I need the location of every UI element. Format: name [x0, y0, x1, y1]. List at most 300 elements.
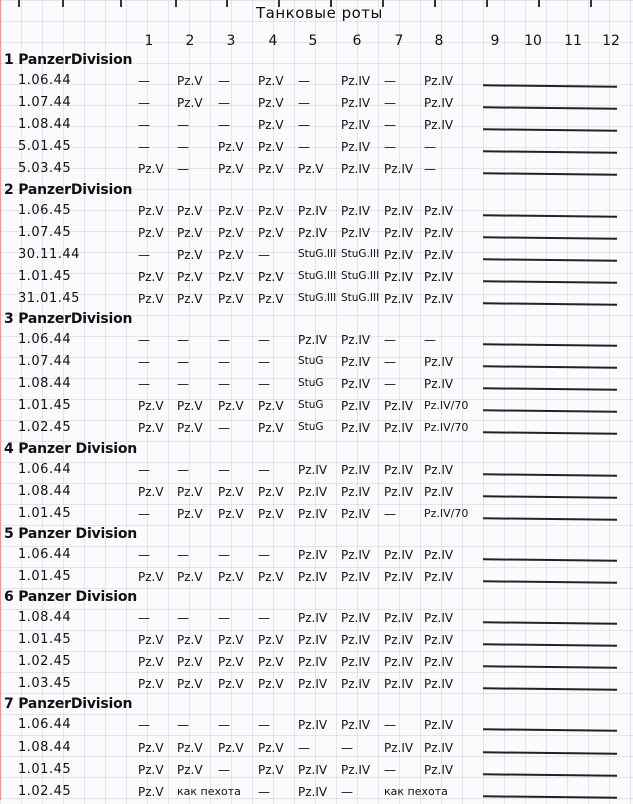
table-row: [0, 289, 633, 311]
company-cell: —: [138, 74, 150, 88]
company-cell: Pz.IV: [341, 611, 371, 625]
top-tick-mark: [62, 0, 64, 7]
table-row: [0, 159, 633, 181]
company-cell: Pz.IV: [298, 547, 328, 562]
company-cell: Pz.IV: [424, 484, 454, 499]
company-cell: Pz.IV: [424, 655, 454, 670]
company-cell: Pz.IV: [341, 377, 371, 392]
company-cell: Pz.V: [138, 421, 164, 436]
company-cell: Pz.V: [258, 569, 284, 584]
company-cell: Pz.V: [138, 269, 164, 284]
blank-columns-line: [483, 621, 617, 624]
company-cell: —: [218, 333, 230, 347]
company-cell: —: [138, 611, 150, 625]
company-cell: StuG: [298, 399, 324, 412]
blank-columns-line: [483, 558, 617, 561]
table-row: [0, 760, 633, 782]
company-cell: StuG.III: [341, 291, 380, 304]
row-date: 1.01.45: [18, 398, 72, 414]
table-row: [0, 396, 633, 418]
blank-columns-line: [483, 84, 617, 87]
company-cell: Pz.V: [218, 506, 244, 521]
row-date: 1.01.45: [18, 632, 72, 648]
row-date: 1.02.45: [18, 420, 72, 436]
company-cell: Pz.V: [218, 677, 244, 692]
company-cell: —: [138, 140, 150, 155]
company-cell: Pz.IV: [424, 96, 454, 111]
row-date: 30.11.44: [18, 246, 80, 262]
column-header: 11: [564, 33, 582, 49]
company-cell: Pz.IV: [384, 247, 414, 262]
company-cell: Pz.IV: [384, 399, 414, 414]
company-cell: Pz.IV/70: [424, 421, 469, 435]
company-cell: Pz.IV: [298, 633, 328, 648]
company-cell: Pz.IV: [384, 203, 414, 218]
company-cell: StuG.III: [341, 247, 380, 260]
row-date: 1.01.45: [18, 568, 72, 584]
company-cell: Pz.IV: [341, 162, 371, 177]
company-cell: Pz.V: [218, 740, 244, 755]
company-cell: Pz.IV: [384, 633, 414, 648]
table-row: [0, 782, 633, 804]
company-cell: Pz.V: [138, 225, 164, 240]
company-cell: —: [177, 118, 189, 133]
blank-columns-line: [483, 151, 617, 154]
company-cell: —: [218, 718, 230, 733]
table-row: [0, 352, 633, 374]
company-cell: Pz.V: [218, 484, 244, 499]
company-cell: Pz.IV: [384, 162, 414, 177]
company-cell: Pz.IV: [298, 225, 328, 240]
table-row: [0, 567, 633, 589]
company-cell: Pz.IV: [341, 484, 371, 499]
company-cell: Pz.V: [258, 762, 284, 777]
company-cell: Pz.V: [138, 762, 164, 777]
company-cell: StuG: [298, 355, 324, 368]
company-cell: —: [138, 718, 150, 733]
company-cell: Pz.IV: [424, 547, 454, 562]
company-cell: Pz.V: [218, 399, 244, 414]
company-cell: —: [258, 355, 270, 370]
company-cell: Pz.V: [218, 247, 244, 262]
top-tick-mark: [590, 0, 592, 7]
table-row: [0, 674, 633, 696]
blank-columns-line: [483, 751, 617, 754]
table-row: [0, 715, 633, 737]
company-cell: Pz.V: [258, 162, 284, 177]
company-cell: Pz.V: [258, 225, 284, 240]
company-cell: Pz.IV: [298, 569, 328, 584]
company-cell: Pz.V: [258, 399, 284, 414]
company-cell: Pz.IV: [384, 569, 414, 584]
company-cell: Pz.V: [177, 762, 203, 777]
row-date: 5.01.45: [18, 139, 72, 155]
blank-columns-line: [483, 258, 617, 261]
top-tick-mark: [175, 0, 177, 7]
company-cell: Pz.V: [177, 269, 203, 284]
company-cell: —: [177, 355, 189, 370]
company-cell: Pz.V: [138, 203, 164, 218]
company-cell: —: [424, 333, 436, 347]
company-cell: Pz.IV: [424, 762, 454, 777]
company-cell: Pz.V: [218, 203, 244, 218]
blank-columns-line: [483, 387, 617, 390]
company-cell: Pz.IV: [341, 140, 371, 155]
company-cell: Pz.IV: [424, 74, 454, 88]
company-cell: —: [384, 333, 396, 347]
column-header: 2: [185, 33, 195, 49]
company-cell: Pz.V: [218, 633, 244, 648]
company-cell: Pz.IV/70: [424, 506, 469, 520]
row-date: 1.01.45: [18, 505, 72, 521]
company-cell: Pz.V: [258, 633, 284, 648]
company-cell: Pz.V: [218, 225, 244, 240]
company-cell: —: [384, 96, 396, 111]
blank-columns-line: [483, 280, 617, 283]
company-cell: Pz.V: [138, 633, 164, 648]
company-cell: —: [258, 611, 270, 625]
company-cell: Pz.V: [138, 399, 164, 414]
company-cell: —: [341, 784, 353, 799]
company-cell: Pz.V: [218, 269, 244, 284]
company-cell: Pz.IV: [298, 484, 328, 499]
top-tick-mark: [120, 0, 122, 7]
company-cell: —: [218, 462, 230, 477]
company-cell: Pz.V: [258, 96, 284, 111]
company-cell: —: [218, 96, 230, 111]
company-cell: Pz.IV: [341, 399, 371, 414]
company-cell: Pz.IV: [384, 421, 414, 436]
blank-columns-line: [483, 517, 617, 520]
row-date: 1.07.44: [18, 354, 72, 370]
top-tick-mark: [18, 0, 20, 7]
company-cell: —: [218, 547, 230, 562]
company-cell: Pz.IV: [298, 677, 328, 692]
company-cell: Pz.IV: [298, 611, 328, 625]
top-tick-mark: [486, 0, 488, 7]
company-cell: —: [258, 547, 270, 562]
company-cell: Pz.IV: [341, 633, 371, 648]
company-cell: Pz.IV: [424, 269, 454, 284]
company-cell: Pz.IV: [341, 421, 371, 436]
company-cell: —: [218, 74, 230, 88]
company-cell: —: [298, 740, 310, 755]
table-row: [0, 330, 633, 352]
division-heading: 6 Panzer Division: [4, 589, 137, 605]
table-row: [0, 245, 633, 267]
company-cell: —: [424, 162, 436, 177]
company-cell: —: [138, 333, 150, 347]
company-cell: Pz.V: [258, 118, 284, 133]
column-header: 4: [268, 33, 278, 49]
company-cell: StuG.III: [341, 269, 380, 282]
company-cell: Pz.V: [218, 140, 244, 155]
company-cell: —: [384, 140, 396, 155]
division-heading: 5 Panzer Division: [4, 525, 137, 542]
company-cell: Pz.IV: [298, 203, 328, 218]
table-row: [0, 201, 633, 223]
division-heading: 3 PanzerDivision: [4, 311, 133, 327]
company-cell: —: [218, 762, 230, 777]
company-cell: —: [138, 506, 150, 521]
company-cell: Pz.IV: [298, 718, 328, 733]
table-row: [0, 608, 633, 630]
company-cell: Pz.IV: [424, 203, 454, 218]
company-cell: Pz.IV: [384, 740, 414, 755]
company-cell: Pz.V: [177, 203, 203, 218]
column-header: 1: [144, 33, 154, 49]
company-cell: —: [298, 74, 310, 88]
company-cell: Pz.V: [258, 740, 284, 755]
company-cell: —: [138, 355, 150, 370]
row-date: 1.06.45: [18, 202, 72, 218]
company-cell: —: [384, 377, 396, 392]
division-heading: 4 Panzer Division: [4, 440, 137, 457]
company-cell: —: [258, 247, 270, 262]
company-cell: Pz.IV: [424, 462, 454, 477]
company-cell: Pz.V: [138, 784, 164, 799]
row-date: 1.02.45: [18, 654, 72, 670]
company-cell: Pz.IV: [341, 677, 371, 692]
company-cell: Pz.V: [138, 677, 164, 692]
company-cell: StuG: [298, 377, 324, 390]
table-row: [0, 115, 633, 137]
row-date: 1.08.44: [18, 376, 72, 392]
company-cell: —: [341, 740, 353, 755]
column-header: 7: [394, 33, 404, 49]
company-cell: Pz.V: [138, 291, 164, 306]
company-cell: —: [218, 118, 230, 133]
company-cell: —: [218, 421, 230, 436]
company-cell: Pz.IV: [424, 740, 454, 755]
column-header: 12: [602, 33, 620, 49]
company-cell: Pz.IV: [341, 96, 371, 111]
table-row: [0, 652, 633, 674]
company-cell: Pz.V: [218, 569, 244, 584]
company-cell: Pz.IV: [341, 333, 371, 347]
company-cell: —: [258, 377, 270, 392]
row-date: 1.06.44: [18, 461, 72, 477]
blank-columns-line: [483, 729, 617, 732]
company-cell: Pz.IV: [341, 718, 371, 733]
company-cell: —: [177, 611, 189, 625]
table-row: [0, 460, 633, 482]
company-cell: Pz.V: [177, 225, 203, 240]
row-date: 1.07.45: [18, 224, 72, 240]
company-cell: Pz.IV: [384, 462, 414, 477]
company-cell: —: [384, 118, 396, 133]
company-cell: —: [138, 377, 150, 392]
company-cell: —: [258, 462, 270, 477]
company-cell: Pz.V: [258, 74, 284, 88]
company-cell: Pz.IV: [384, 291, 414, 306]
row-date: 1.06.44: [18, 332, 72, 347]
company-cell: Pz.IV: [424, 118, 454, 133]
company-cell: Pz.V: [177, 247, 203, 262]
company-cell: Pz.IV: [341, 203, 371, 218]
blank-columns-line: [483, 214, 617, 217]
company-cell: Pz.V: [138, 162, 164, 177]
blank-columns-line: [483, 365, 617, 368]
company-cell: —: [138, 96, 150, 111]
company-cell: —: [424, 140, 436, 155]
company-cell: —: [258, 718, 270, 733]
company-cell: Pz.IV: [424, 377, 454, 392]
blank-columns-line: [483, 665, 617, 668]
company-cell: —: [298, 140, 310, 155]
company-cell: Pz.V: [218, 162, 244, 177]
company-cell: —: [258, 784, 270, 799]
company-cell: Pz.IV: [298, 333, 328, 347]
company-cell: Pz.V: [258, 506, 284, 521]
company-cell: —: [138, 462, 150, 477]
company-cell: —: [177, 140, 189, 155]
company-cell: Pz.V: [258, 203, 284, 218]
company-cell: Pz.IV: [384, 547, 414, 562]
company-cell: Pz.IV: [298, 462, 328, 477]
row-date: 1.08.44: [18, 483, 72, 499]
company-cell: Pz.IV: [341, 225, 371, 240]
company-cell: Pz.V: [138, 484, 164, 499]
company-cell: Pz.V: [177, 291, 203, 306]
row-date: 1.03.45: [18, 676, 72, 692]
company-cell: Pz.V: [218, 291, 244, 306]
table-row: [0, 223, 633, 245]
row-date: 1.02.45: [18, 783, 72, 799]
company-cell: Pz.V: [177, 74, 203, 88]
company-cell: Pz.IV: [424, 247, 454, 262]
company-cell: Pz.IV: [424, 291, 454, 306]
company-cell: Pz.V: [258, 484, 284, 499]
table-row: [0, 374, 633, 396]
company-cell: Pz.V: [258, 140, 284, 155]
company-cell: —: [177, 333, 189, 347]
company-cell: Pz.V: [177, 633, 203, 648]
company-cell: Pz.IV: [298, 784, 328, 799]
column-header: 3: [226, 33, 236, 49]
column-header: 5: [308, 33, 318, 49]
company-cell: Pz.V: [258, 677, 284, 692]
row-date: 1.01.45: [18, 268, 72, 284]
cell-note: как пехота: [384, 784, 448, 798]
top-tick-mark: [226, 0, 228, 7]
company-cell: Pz.IV: [424, 569, 454, 584]
row-date: 1.06.44: [18, 73, 72, 88]
company-cell: Pz.IV/70: [424, 399, 469, 413]
table-row: [0, 630, 633, 652]
column-header: 6: [352, 33, 362, 49]
row-date: 5.03.45: [18, 161, 72, 177]
row-date: 1.06.44: [18, 717, 72, 733]
company-cell: —: [177, 718, 189, 733]
blank-columns-line: [483, 173, 617, 176]
company-cell: —: [177, 377, 189, 392]
row-date: 1.06.44: [18, 546, 72, 562]
blank-columns-line: [483, 410, 617, 413]
company-cell: Pz.IV: [424, 225, 454, 240]
company-cell: Pz.V: [138, 655, 164, 670]
blank-columns-line: [483, 432, 617, 435]
company-cell: Pz.IV: [298, 506, 328, 521]
company-cell: —: [177, 162, 189, 177]
company-cell: —: [298, 118, 310, 133]
company-cell: Pz.IV: [341, 547, 371, 562]
blank-columns-line: [483, 580, 617, 583]
row-date: 1.08.44: [18, 117, 72, 133]
company-cell: —: [384, 355, 396, 370]
company-cell: Pz.IV: [341, 462, 371, 477]
company-cell: Pz.IV: [424, 718, 454, 733]
company-cell: Pz.IV: [341, 506, 371, 521]
company-cell: —: [138, 547, 150, 562]
blank-columns-line: [483, 128, 617, 131]
company-cell: —: [384, 718, 396, 733]
company-cell: Pz.V: [177, 655, 203, 670]
company-cell: Pz.V: [177, 484, 203, 499]
company-cell: Pz.IV: [384, 655, 414, 670]
company-cell: Pz.V: [218, 655, 244, 670]
blank-columns-line: [483, 688, 617, 691]
company-cell: Pz.IV: [341, 355, 371, 370]
company-cell: Pz.IV: [424, 677, 454, 692]
company-cell: Pz.V: [177, 96, 203, 111]
page-title: Танковые роты: [256, 4, 383, 22]
company-cell: Pz.V: [258, 269, 284, 284]
company-cell: Pz.IV: [341, 762, 371, 777]
company-cell: —: [384, 762, 396, 777]
blank-columns-line: [483, 302, 617, 305]
company-cell: Pz.IV: [341, 74, 371, 88]
company-cell: Pz.IV: [298, 762, 328, 777]
company-cell: Pz.IV: [424, 355, 454, 370]
company-cell: Pz.IV: [424, 633, 454, 648]
company-cell: Pz.V: [177, 421, 203, 436]
blank-columns-line: [483, 795, 617, 798]
company-cell: Pz.IV: [384, 677, 414, 692]
table-row: [0, 267, 633, 289]
blank-columns-line: [483, 643, 617, 646]
company-cell: —: [138, 118, 150, 133]
company-cell: Pz.V: [298, 162, 324, 177]
table-row: [0, 504, 633, 526]
company-cell: StuG.III: [298, 247, 337, 260]
company-cell: Pz.V: [177, 677, 203, 692]
company-cell: —: [218, 611, 230, 625]
table-row: [0, 418, 633, 440]
company-cell: Pz.IV: [341, 118, 371, 133]
row-date: 1.08.44: [18, 739, 72, 755]
company-cell: Pz.IV: [298, 655, 328, 670]
table-row: [0, 71, 633, 93]
company-cell: Pz.V: [258, 291, 284, 306]
company-cell: Pz.IV: [384, 269, 414, 284]
company-cell: Pz.V: [177, 740, 203, 755]
company-cell: —: [218, 355, 230, 370]
company-cell: StuG.III: [298, 291, 337, 304]
company-cell: Pz.V: [138, 569, 164, 584]
row-date: 1.01.45: [18, 761, 72, 777]
company-cell: Pz.V: [177, 506, 203, 521]
company-cell: —: [177, 462, 189, 477]
company-cell: —: [298, 96, 310, 111]
table-row: [0, 482, 633, 504]
table-row: [0, 738, 633, 760]
column-header: 8: [434, 33, 444, 49]
table-row: [0, 545, 633, 567]
division-heading: 2 PanzerDivision: [4, 181, 133, 198]
top-tick-mark: [538, 0, 540, 7]
division-heading: 7 PanzerDivision: [4, 696, 133, 713]
